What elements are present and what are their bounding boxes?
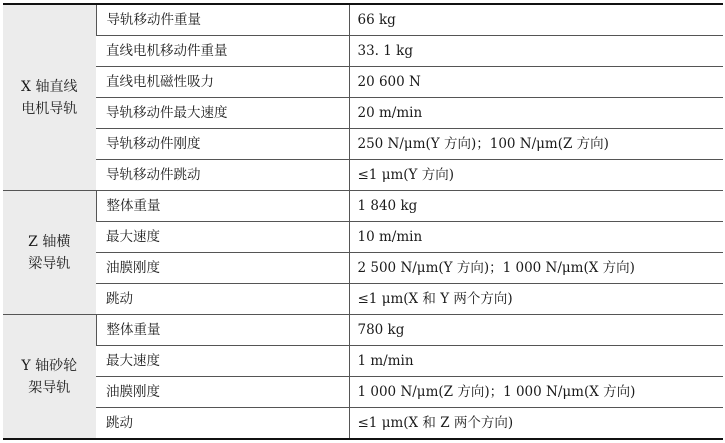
param-value: 33. 1 kg xyxy=(349,36,723,67)
param-value: ≤1 μm(Y 方向) xyxy=(349,160,723,191)
group-label-line: 梁导轨 xyxy=(28,255,71,272)
table-row xyxy=(3,98,723,129)
param-value: 2 500 N/μm(Y 方向)；1 000 N/μm(X 方向) xyxy=(349,253,723,284)
table-row xyxy=(3,284,723,315)
param-value: ≤1 μm(X 和 Y 两个方向) xyxy=(349,284,723,315)
param-name: 导轨移动件刚度 xyxy=(96,129,349,160)
group-label-x-axis xyxy=(3,4,96,191)
table-row xyxy=(3,4,723,36)
param-value: 10 m/min xyxy=(349,222,723,253)
param-name: 跳动 xyxy=(96,284,349,315)
table-row xyxy=(3,377,723,408)
table-row xyxy=(3,253,723,284)
group-label-line: X 轴直线 xyxy=(21,78,78,95)
table-row xyxy=(3,36,723,67)
param-name: 导轨移动件重量 xyxy=(96,4,349,36)
group-label-line: 电机导轨 xyxy=(21,100,78,117)
param-name: 最大速度 xyxy=(96,222,349,253)
table-row xyxy=(3,408,723,440)
param-value: 250 N/μm(Y 方向)；100 N/μm(Z 方向) xyxy=(349,129,723,160)
table-row xyxy=(3,191,723,222)
group-label-z-axis xyxy=(3,191,96,315)
param-name: 最大速度 xyxy=(96,346,349,377)
guideway-spec-table xyxy=(3,3,723,440)
param-value: 1 000 N/μm(Z 方向)；1 000 N/μm(X 方向) xyxy=(349,377,723,408)
param-name: 直线电机磁性吸力 xyxy=(96,67,349,98)
param-name: 直线电机移动件重量 xyxy=(96,36,349,67)
group-label-line: Z 轴横 xyxy=(28,233,71,250)
table-row xyxy=(3,346,723,377)
param-name: 导轨移动件最大速度 xyxy=(96,98,349,129)
table-row xyxy=(3,160,723,191)
param-value: 66 kg xyxy=(349,4,723,36)
param-value: 1 840 kg xyxy=(349,191,723,222)
param-value: 20 m/min xyxy=(349,98,723,129)
param-name: 油膜刚度 xyxy=(96,377,349,408)
param-value: 780 kg xyxy=(349,315,723,346)
table-row xyxy=(3,315,723,346)
param-name: 跳动 xyxy=(96,408,349,440)
param-value: 20 600 N xyxy=(349,67,723,98)
group-label-y-axis xyxy=(3,315,96,440)
group-label-line: 架导轨 xyxy=(28,379,71,396)
param-name: 油膜刚度 xyxy=(96,253,349,284)
param-value: ≤1 μm(X 和 Z 两个方向) xyxy=(349,408,723,440)
table-row xyxy=(3,222,723,253)
param-name: 整体重量 xyxy=(96,191,349,222)
table-row xyxy=(3,129,723,160)
param-value: 1 m/min xyxy=(349,346,723,377)
param-name: 整体重量 xyxy=(96,315,349,346)
param-name: 导轨移动件跳动 xyxy=(96,160,349,191)
group-label-line: Y 轴砂轮 xyxy=(21,357,78,374)
table-row xyxy=(3,67,723,98)
